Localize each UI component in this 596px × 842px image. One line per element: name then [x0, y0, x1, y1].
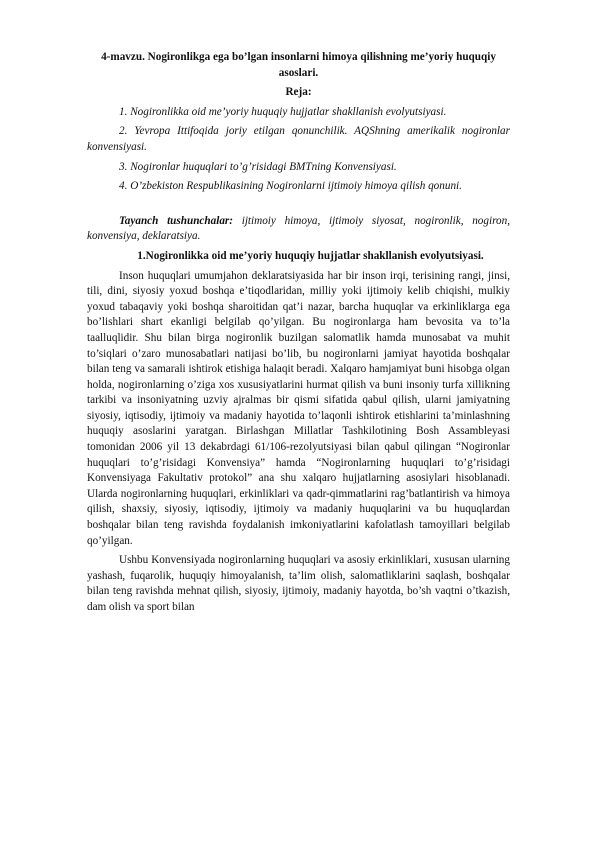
section-title: 1.Nogironlikka oid me’yoriy huquqiy hujjatlar shakllanish evolyutsiyasi.: [137, 249, 484, 262]
plan-item: 3. Nogironlar huquqlari to’g’risidagi BMTning Konvensiyasi.: [119, 160, 397, 173]
plan-item: 2. Yevropa Ittifoqida joriy etilgan qonunchilik. AQShning amerikalik nogironlar konvensiyasi.: [87, 125, 510, 153]
key-concepts-text: ijtimoiy himoya, ijtimoiy siyosat, nogironlik, nogiron, konvensiya, deklaratsiya.: [87, 214, 511, 243]
paragraph: Ushbu Konvensiyada nogironlarning huquqlari va asosiy erkinliklari, xususan ularning yashash, fuqarolik, huquqiy himoyalanish, ta’lim olish, salomatliklarini saqlash, boshqalar bilan teng ravishda mehnat qilish, siyosiy, ijtimoiy, madaniy hayotda, bo’sh vaqtni o’tkazish, dam olish va sport bilan: [87, 554, 510, 613]
plan-item: 1. Nogironlikka oid me’yoriy huquqiy hujjatlar shakllanish evolyutsiyasi.: [119, 105, 447, 118]
page-title: 4-mavzu. Nogironlikga ega bo’lgan insonlarni himoya qilishning me’yoriy huquqiy asoslari.: [101, 51, 496, 79]
plan-item: 4. O’zbekiston Respublikasining Nogironlarni ijtimoiy himoya qilish qonuni.: [119, 180, 462, 193]
spacer: [87, 199, 510, 214]
paragraph: Inson huquqlari umumjahon deklaratsiyasida har bir inson irqi, terisining rangi, jinsi, tili, dini, siyosiy yoxud boshqa e’tiqodlaridan, milliy yoki ijtimoiy kelib chiqishi, mulkiy yoxud tabaqaviy yoki boshqa sharoitidan qat’i nazar, barcha huquqlar va erkinliklarga ega bo’lishlari shart ekanligi belgilab qo’yilgan. Bu nogironlarga ham bevosita va to’la taalluqlidir. Shu bilan birga nogironlik buzilgan salomatlik hamda munosabat va muhit to’siqlari o’zaro munosabatlari natijasi bo’lib, bu nogironlarni jamiyat hayotida boshqalar bilan teng va samarali ishtirok etishiga halaqit beradi. Xalqaro hamjamiyat buni hisobga olgan holda, nogironlarning o’ziga xos xususiyatlarini hurmat qilish va buni insoniy turfa xillikning tarkibi va insoniyatning uzviy ajralmas bir qismi sifatida qabul qilish, ularni jamiyatning siyosiy, iqtisodiy, ijtimoiy va madaniy hayotida to’laqonli ishtirok etishlarini ta’minlashning huquqiy asoslarini yaratgan. Birlashgan Millatlar Tashkilotining Bosh Assambleyasi tomonidan 2006 yil 13 dekabrdagi 61/106-rezolyutsiyasi bilan qabul qilingan “Nogironlar huquqlari to’g’risidagi Konvensiya” hamda “Nogironlarning huquqlari to’g’risidagi Konvensiyaga Fakultativ protokol” ana shu xalqaro hujjatlarning asosiylari hisoblanadi. Ularda nogironlarning huquqlari, erkinliklari va qadr-qimmatlarini rag’batlantirish va himoya qilish, shaxsiy, siyosiy, iqtisodiy, ijtimoiy va madaniy huquqlarini va bu huquqlardan boshqalar bilan teng ravishda foydalanish imkoniyatlarini kafolatlash tamoyillari belgilab qo’yilgan.: [87, 269, 510, 547]
plan-list: [87, 105, 510, 195]
key-concepts-label: Tayanch tushunchalar:: [119, 214, 233, 227]
plan-heading: Reja:: [285, 86, 312, 99]
body-text: [87, 269, 510, 616]
key-concepts: [87, 214, 510, 245]
